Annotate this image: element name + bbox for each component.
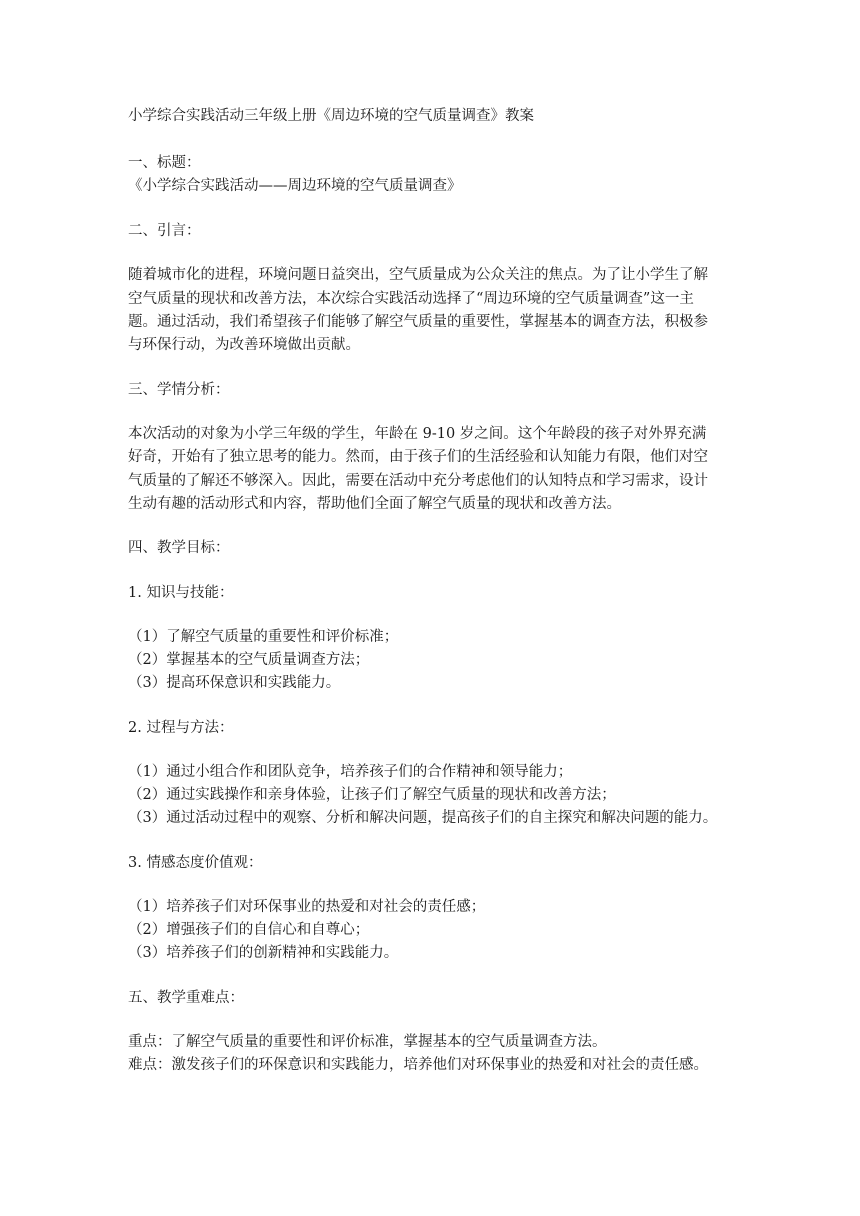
paragraph-line: 随着城市化的进程，环境问题日益突出，空气质量成为公众关注的焦点。为了让小学生了解: [128, 267, 708, 283]
section-3-heading: 三、学情分析：: [128, 382, 230, 398]
list-item: （3）培养孩子们的创新精神和实践能力。: [128, 945, 399, 961]
paragraph-line: 题。通过活动，我们希望孩子们能够了解空气质量的重要性，掌握基本的调查方法，积极参: [128, 314, 708, 330]
list-item: （1）了解空气质量的重要性和评价标准；: [128, 629, 399, 645]
section-2-heading: 二、引言：: [128, 223, 201, 239]
section-1-heading: 一、标题：: [128, 155, 201, 171]
document-title: 小学综合实践活动三年级上册《周边环境的空气质量调查》教案: [128, 108, 534, 124]
paragraph-line: 好奇，开始有了独立思考的能力。然而，由于孩子们的生活经验和认知能力有限，他们对空: [128, 449, 708, 465]
paragraph-line: 气质量的了解还不够深入。因此，需要在活动中充分考虑他们的认知特点和学习需求，设计: [128, 473, 708, 489]
list-item: （1）通过小组合作和团队竞争，培养孩子们的合作精神和领导能力；: [128, 764, 573, 780]
subsection-heading: 2. 过程与方法：: [128, 720, 234, 736]
section-4-heading: 四、教学目标：: [128, 540, 230, 556]
paragraph-line: 生动有趣的活动形式和内容，帮助他们全面了解空气质量的现状和改善方法。: [128, 496, 621, 512]
subsection-heading: 1. 知识与技能：: [128, 585, 234, 601]
list-item: （1）培养孩子们对环保事业的热爱和对社会的责任感；: [128, 899, 486, 915]
paragraph-line: 与环保行动，为改善环境做出贡献。: [128, 337, 360, 353]
list-item: （2）掌握基本的空气质量调查方法；: [128, 652, 370, 668]
paragraph-line: 难点：激发孩子们的环保意识和实践能力，培养他们对环保事业的热爱和对社会的责任感。: [128, 1057, 708, 1073]
list-item: （2）增强孩子们的自信心和自尊心；: [128, 922, 370, 938]
paragraph-line: 重点：了解空气质量的重要性和评价标准，掌握基本的空气质量调查方法。: [128, 1034, 607, 1050]
list-item: （3）提高环保意识和实践能力。: [128, 675, 341, 691]
section-5-heading: 五、教学重难点：: [128, 990, 244, 1006]
paragraph-line: 本次活动的对象为小学三年级的学生，年龄在 9-10 岁之间。这个年龄段的孩子对外界充满: [128, 426, 707, 442]
list-item: （3）通过活动过程中的观察、分析和解决问题，提高孩子们的自主探究和解决问题的能力。: [128, 810, 718, 826]
paragraph-line: 空气质量的现状和改善方法，本次综合实践活动选择了“周边环境的空气质量调查”这一主: [128, 291, 694, 307]
section-1-text: 《小学综合实践活动——周边环境的空气质量调查》: [128, 178, 462, 194]
list-item: （2）通过实践操作和亲身体验，让孩子们了解空气质量的现状和改善方法；: [128, 787, 616, 803]
subsection-heading: 3. 情感态度价值观：: [128, 855, 263, 871]
